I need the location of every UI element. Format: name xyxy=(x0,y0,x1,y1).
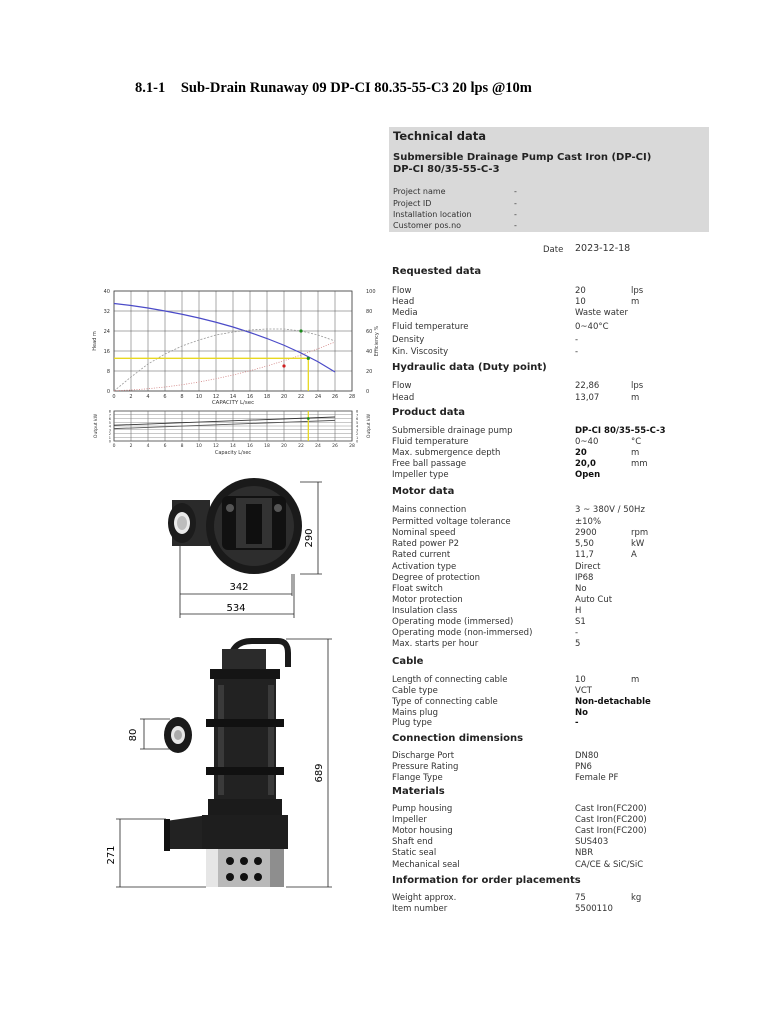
spec-value: NBR xyxy=(575,848,594,858)
y2-tick-label: 4 xyxy=(356,424,359,429)
spec-label: Insulation class xyxy=(392,606,458,616)
section-cable: Cable xyxy=(392,656,424,667)
spec-label: Permitted voltage tolerance xyxy=(392,517,511,527)
spec-row xyxy=(392,562,712,573)
x-tick-label: 18 xyxy=(264,444,270,449)
y-tick-label: 2 xyxy=(108,432,111,436)
spec-value: Non-detachable xyxy=(575,697,651,707)
y-tick-label: 16 xyxy=(103,349,110,355)
spec-value: 5,50 xyxy=(575,539,594,549)
spec-row xyxy=(392,584,712,595)
spec-value: SUS403 xyxy=(575,837,609,847)
spec-value: IP68 xyxy=(575,573,594,583)
spec-value: 10 xyxy=(575,675,586,685)
y2-tick-label: 20 xyxy=(366,369,373,375)
spec-label: Rated power P2 xyxy=(392,539,460,549)
spec-value: DP-CI 80/35-55-C-3 xyxy=(575,426,666,436)
dim-290: 290 xyxy=(304,528,315,548)
spec-label: Float switch xyxy=(392,584,443,594)
spec-row xyxy=(392,697,712,708)
spec-row xyxy=(392,751,712,762)
spec-value: Cast Iron(FC200) xyxy=(575,815,647,825)
section-requested-data: Requested data xyxy=(392,266,482,277)
y2-tick-label: 60 xyxy=(366,329,373,335)
installation-location-row: Installation location - xyxy=(393,210,517,219)
x-tick-label: 4 xyxy=(146,394,150,400)
spec-value: Waste water xyxy=(575,308,628,318)
section-information-for-order-placements: Information for order placements xyxy=(392,875,581,886)
spec-value: 20 xyxy=(575,286,586,296)
spec-value: 0~40 xyxy=(575,437,599,447)
spec-label: Pressure Rating xyxy=(392,762,459,772)
x-axis-label: Capacity L/sec xyxy=(214,450,252,456)
dim-689: 689 xyxy=(314,763,325,783)
spec-label: Impeller xyxy=(392,815,427,825)
x-tick-label: 6 xyxy=(163,394,167,400)
x-tick-label: 22 xyxy=(297,394,305,400)
spec-row xyxy=(392,322,712,333)
duty-point xyxy=(307,417,310,420)
spec-unit: lps xyxy=(631,286,644,296)
spec-label: Plug type xyxy=(392,718,432,728)
x-tick-label: 26 xyxy=(331,394,339,400)
spec-row xyxy=(392,617,712,628)
spec-value: VCT xyxy=(575,686,592,696)
section-connection-dimensions: Connection dimensions xyxy=(392,733,524,744)
spec-label: Max. submergence depth xyxy=(392,448,501,458)
spec-value: 5500110 xyxy=(575,904,613,914)
x-tick-label: 12 xyxy=(213,444,219,449)
spec-row xyxy=(392,606,712,617)
spec-row xyxy=(392,550,712,561)
spec-unit: kg xyxy=(631,893,642,903)
project-id-row: Project ID - xyxy=(393,199,517,208)
product-family: Submersible Drainage Pump Cast Iron (DP-CI) xyxy=(393,152,652,163)
spec-label: Pump housing xyxy=(392,804,453,814)
spec-unit: m xyxy=(631,448,640,458)
spec-value: - xyxy=(575,718,579,728)
spec-label: Nominal speed xyxy=(392,528,456,538)
spec-unit: rpm xyxy=(631,528,649,538)
spec-value: 5 xyxy=(575,639,581,649)
spec-row xyxy=(392,393,712,404)
y2-tick-label: 5 xyxy=(356,420,359,425)
spec-row xyxy=(392,459,712,470)
spec-row xyxy=(392,595,712,606)
spec-row xyxy=(392,837,712,848)
x-axis-label: CAPACITY L/sec xyxy=(211,400,255,406)
product-model: DP-CI 80/35-55-C-3 xyxy=(393,164,500,175)
section-title: Sub-Drain Runaway 09 DP-CI 80.35-55-C3 20 lps @10m xyxy=(180,80,532,96)
flange-view xyxy=(164,717,192,753)
spec-label: Mains plug xyxy=(392,708,438,718)
spec-value: Auto Cut xyxy=(575,595,613,605)
spec-value: 20 xyxy=(575,448,587,458)
y-tick-label: 6 xyxy=(108,417,111,421)
y2-axis-label: Efficiency % xyxy=(374,325,380,357)
x-tick-label: 10 xyxy=(195,394,203,400)
spec-label: Flow xyxy=(392,381,412,391)
spec-value: - xyxy=(575,347,579,357)
spec-label: Operating mode (non-immersed) xyxy=(392,628,533,638)
x-tick-label: 28 xyxy=(349,444,355,449)
efficiency-point xyxy=(299,329,302,332)
dim-534: 534 xyxy=(226,603,246,614)
spec-row xyxy=(392,297,712,308)
spec-label: Fluid temperature xyxy=(392,437,469,447)
spec-value: 13,07 xyxy=(575,393,600,403)
spec-value: 0~40°C xyxy=(575,322,609,332)
spec-row xyxy=(392,773,712,784)
section-materials: Materials xyxy=(392,786,445,797)
x-tick-label: 12 xyxy=(212,394,220,400)
x-tick-label: 14 xyxy=(229,394,237,400)
spec-row xyxy=(392,448,712,459)
section-product-data: Product data xyxy=(392,407,466,418)
spec-label: Activation type xyxy=(392,562,457,572)
spec-unit: A xyxy=(631,550,637,560)
spec-label: Motor protection xyxy=(392,595,463,605)
x-tick-label: 6 xyxy=(163,444,167,449)
spec-row xyxy=(392,539,712,550)
spec-value: 75 xyxy=(575,893,586,903)
y2-tick-label: 0 xyxy=(356,439,359,444)
spec-unit: m xyxy=(631,393,640,403)
spec-row xyxy=(392,804,712,815)
spec-row xyxy=(392,893,712,904)
x-tick-label: 22 xyxy=(298,444,304,449)
y-tick-label: 24 xyxy=(103,329,110,335)
spec-label: Weight approx. xyxy=(392,893,457,903)
spec-label: Cable type xyxy=(392,686,438,696)
y-tick-label: 7 xyxy=(108,413,111,418)
spec-value: S1 xyxy=(575,617,586,627)
spec-value: 3 ~ 380V / 50Hz xyxy=(575,505,645,515)
dim-271: 271 xyxy=(106,845,117,865)
product-name xyxy=(393,152,651,176)
x-tick-label: 26 xyxy=(332,444,338,449)
spec-label: Impeller type xyxy=(392,470,449,480)
spec-row xyxy=(392,470,712,481)
spec-label: Flange Type xyxy=(392,773,443,783)
spec-label: Motor housing xyxy=(392,826,453,836)
section-hydraulic-data-duty-point: Hydraulic data (Duty point) xyxy=(392,362,547,373)
spec-row xyxy=(392,860,712,871)
spec-row xyxy=(392,573,712,584)
section-heading xyxy=(135,80,532,97)
y-tick-label: 1 xyxy=(108,435,111,440)
spec-row xyxy=(392,718,712,729)
spec-unit: m xyxy=(631,675,640,685)
spec-value: Cast Iron(FC200) xyxy=(575,804,647,814)
spec-row xyxy=(392,904,712,915)
spec-unit: lps xyxy=(631,381,644,391)
spec-row xyxy=(392,826,712,837)
customer-pos-row: Customer pos.no - xyxy=(393,221,517,230)
y2-tick-label: 0 xyxy=(366,389,370,395)
y-tick-label: 0 xyxy=(106,389,110,395)
spec-label: Type of connecting cable xyxy=(392,697,498,707)
spec-label: Shaft end xyxy=(392,837,433,847)
pump-top-view-drawing xyxy=(150,478,340,620)
x-tick-label: 2 xyxy=(129,444,133,449)
x-tick-label: 10 xyxy=(196,444,202,449)
spec-value: No xyxy=(575,708,588,718)
x-tick-label: 8 xyxy=(180,394,184,400)
spec-value: Female PF xyxy=(575,773,619,783)
spec-row xyxy=(392,628,712,639)
spec-row xyxy=(392,381,712,392)
y2-tick-label: 2 xyxy=(356,432,359,436)
spec-row xyxy=(392,762,712,773)
section-motor-data: Motor data xyxy=(392,486,455,497)
spec-label: Rated current xyxy=(392,550,451,560)
spec-value: - xyxy=(575,628,579,638)
spec-row xyxy=(392,848,712,859)
pump-side-view xyxy=(164,641,288,887)
spec-label: Max. starts per hour xyxy=(392,639,479,649)
spec-value: 22,86 xyxy=(575,381,600,391)
spec-value: DN80 xyxy=(575,751,599,761)
y-tick-label: 3 xyxy=(108,428,111,433)
spec-label: Discharge Port xyxy=(392,751,455,761)
spec-value: Direct xyxy=(575,562,601,572)
dim-80: 80 xyxy=(128,728,139,742)
x-tick-label: 16 xyxy=(247,444,253,449)
x-tick-label: 18 xyxy=(263,394,271,400)
x-tick-label: 24 xyxy=(314,394,322,400)
spec-label: Head xyxy=(392,297,415,307)
spec-value: ±10% xyxy=(575,517,602,527)
y-axis-label: Head m xyxy=(92,331,98,351)
y2-tick-label: 80 xyxy=(366,309,373,315)
date-label: Date xyxy=(543,245,564,255)
spec-label: Item number xyxy=(392,904,448,914)
y2-tick-label: 3 xyxy=(356,428,359,433)
x-tick-label: 0 xyxy=(112,394,116,400)
x-tick-label: 28 xyxy=(348,394,356,400)
x-tick-label: 4 xyxy=(146,444,150,449)
spec-label: Submersible drainage pump xyxy=(392,426,513,436)
y-tick-label: 8 xyxy=(108,409,111,414)
spec-row xyxy=(392,308,712,319)
y-tick-label: 4 xyxy=(108,424,111,429)
x-tick-label: 16 xyxy=(246,394,254,400)
section-number: 8.1-1 xyxy=(135,80,166,96)
spec-value: 10 xyxy=(575,297,586,307)
spec-label: Mains connection xyxy=(392,505,467,515)
technical-data-header xyxy=(389,127,709,232)
spec-value: No xyxy=(575,584,587,594)
y-tick-label: 8 xyxy=(106,369,110,375)
project-name-row: Project name - xyxy=(393,187,517,196)
spec-row xyxy=(392,437,712,448)
x-tick-label: 24 xyxy=(315,444,321,449)
spec-label: Static seal xyxy=(392,848,437,858)
spec-label: Head xyxy=(392,393,415,403)
spec-label: Free ball passage xyxy=(392,459,467,469)
spec-row xyxy=(392,347,712,358)
performance-chart xyxy=(90,283,385,405)
y2-tick-label: 100 xyxy=(366,289,376,295)
y-tick-label: 32 xyxy=(103,309,110,315)
date-value: 2023-12-18 xyxy=(575,243,631,254)
y-tick-label: 0 xyxy=(108,439,111,444)
requested-point xyxy=(282,364,285,367)
pump-top-view xyxy=(168,478,302,574)
dim-342: 342 xyxy=(229,582,249,593)
pump-side-view-drawing xyxy=(106,635,342,897)
spec-label: Kin. Viscosity xyxy=(392,347,449,357)
spec-row xyxy=(392,528,712,539)
spec-unit: mm xyxy=(631,459,648,469)
spec-value: 20,0 xyxy=(575,459,596,469)
spec-unit: kW xyxy=(631,539,645,549)
spec-row xyxy=(392,286,712,297)
x-tick-label: 0 xyxy=(112,444,116,449)
y2-tick-label: 6 xyxy=(356,417,359,421)
x-tick-label: 8 xyxy=(180,444,184,449)
spec-label: Flow xyxy=(392,286,412,296)
spec-value: - xyxy=(575,335,579,345)
technical-data-title: Technical data xyxy=(393,129,487,143)
y2-tick-label: 8 xyxy=(356,409,359,414)
spec-label: Fluid temperature xyxy=(392,322,469,332)
spec-value: PN6 xyxy=(575,762,592,772)
spec-label: Density xyxy=(392,335,425,345)
spec-label: Length of connecting cable xyxy=(392,675,508,685)
spec-row xyxy=(392,505,712,516)
spec-row xyxy=(392,686,712,697)
duty-point xyxy=(307,357,310,360)
spec-row xyxy=(392,517,712,528)
spec-row xyxy=(392,675,712,686)
x-tick-label: 2 xyxy=(129,394,133,400)
y2-tick-label: 1 xyxy=(356,435,359,440)
x-tick-label: 14 xyxy=(230,444,236,449)
spec-value: 11,7 xyxy=(575,550,594,560)
spec-unit: °C xyxy=(631,437,642,447)
y2-tick-label: 7 xyxy=(356,413,359,418)
spec-unit: m xyxy=(631,297,640,307)
spec-label: Media xyxy=(392,308,418,318)
spec-value: Cast Iron(FC200) xyxy=(575,826,647,836)
power-chart xyxy=(90,405,385,460)
y2-axis-label: Output kW xyxy=(367,413,372,439)
y2-tick-label: 40 xyxy=(366,349,373,355)
spec-value: CA/CE & SiC/SiC xyxy=(575,860,644,870)
y-tick-label: 5 xyxy=(108,420,111,425)
spec-row xyxy=(392,639,712,650)
x-tick-label: 20 xyxy=(281,444,287,449)
y-axis-label: Output kW xyxy=(94,413,99,439)
spec-label: Degree of protection xyxy=(392,573,480,583)
spec-value: Open xyxy=(575,470,601,480)
spec-value: 2900 xyxy=(575,528,597,538)
spec-row xyxy=(392,815,712,826)
spec-label: Operating mode (immersed) xyxy=(392,617,514,627)
spec-label: Mechanical seal xyxy=(392,860,460,870)
spec-row xyxy=(392,426,712,437)
y-tick-label: 40 xyxy=(103,289,110,295)
spec-value: H xyxy=(575,606,582,616)
x-tick-label: 20 xyxy=(280,394,288,400)
spec-row xyxy=(392,335,712,346)
